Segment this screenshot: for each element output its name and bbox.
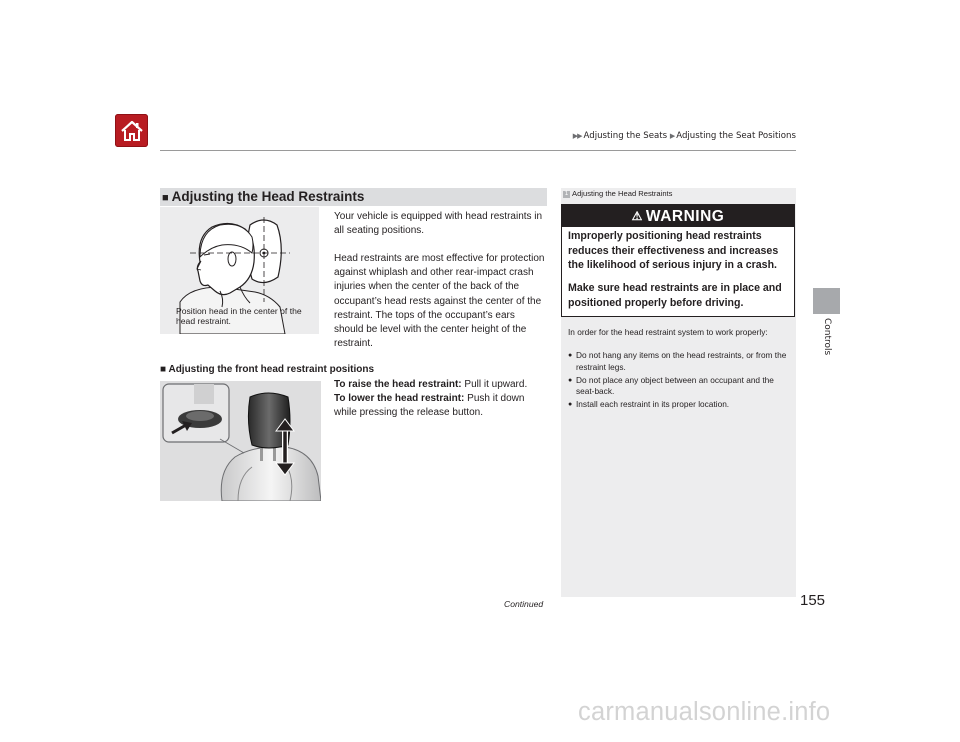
section-heading: [160, 188, 547, 206]
continued-label: Continued: [504, 599, 544, 609]
note-title-text: Adjusting the Head Restraints: [572, 189, 673, 198]
home-button[interactable]: [115, 114, 148, 147]
head-restraint-adjustment-illustration: [160, 381, 321, 501]
seat-adjustment-diagram: [160, 381, 321, 501]
warning-header: [562, 205, 794, 227]
subheading-square-icon: ■: [160, 364, 167, 375]
heading-square-icon: ■: [162, 192, 169, 204]
warning-triangle-icon: ⚠: [631, 209, 643, 223]
header-divider: [160, 150, 796, 151]
breadcrumb: [573, 131, 796, 141]
note-marker-icon: 1: [564, 191, 569, 197]
lower-instruction-continued: while pressing the release button.: [334, 407, 483, 418]
figure-caption: Position head in the center of the head restraint.: [176, 306, 302, 326]
warning-text: Make sure head restraints are in place and positioned properly before driving.: [568, 282, 782, 309]
intro-paragraph: Your vehicle is equipped with head restraints in all seating positions.: [334, 211, 543, 237]
lower-instruction: [334, 392, 549, 406]
subsection-heading-text: Adjusting the front head restraint positions: [168, 364, 375, 375]
raise-label: To raise the head restraint:: [334, 379, 462, 390]
chapter-tab-text: Controls: [822, 318, 832, 356]
breadcrumb-arrow-icon: ▶: [669, 132, 675, 140]
note-intro: In order for the head restraint system to work properly:: [568, 327, 768, 337]
home-icon: [120, 120, 144, 142]
subsection-heading: [160, 364, 374, 375]
raise-instruction: [334, 378, 549, 392]
raise-text: Pull it upward.: [464, 379, 528, 390]
list-item: ● Do not hang any items on the head restraints, or from the restraint legs.: [568, 350, 790, 374]
list-item: ● Install each restraint in its proper location.: [568, 399, 790, 411]
breadcrumb-item[interactable]: Adjusting the Seats: [583, 131, 668, 141]
lower-label: To lower the head restraint:: [334, 393, 465, 404]
warning-text: Improperly positioning head restraints reduces their effectiveness and increases the likelihood of serious injury in a crash.: [568, 230, 779, 272]
watermark: carmanualsonline.info: [578, 698, 831, 726]
section-heading-text: Adjusting the Head Restraints: [171, 189, 365, 204]
note-title: [563, 189, 672, 198]
page-number: 155: [800, 592, 826, 609]
breadcrumb-item[interactable]: Adjusting the Seat Positions: [676, 131, 796, 141]
chapter-tab-marker[interactable]: [813, 288, 840, 314]
warning-label: WARNING: [645, 208, 725, 225]
effectiveness-paragraph: Head restraints are most effective for protection against whiplash and other rear-impact crash injuries when the center of the back of the occupant’s head rests against the center of the restraint. The tops of the occupant’s ears should be level with the center height of the restraint.: [334, 253, 545, 350]
list-item: ● Do not place any object between an occupant and the seat-back.: [568, 375, 790, 399]
lower-text: Push it down: [467, 393, 525, 404]
breadcrumb-arrows-icon: ▶▶: [572, 132, 582, 140]
note-bullet-list: [568, 350, 790, 412]
chapter-tab-label[interactable]: [808, 318, 844, 358]
